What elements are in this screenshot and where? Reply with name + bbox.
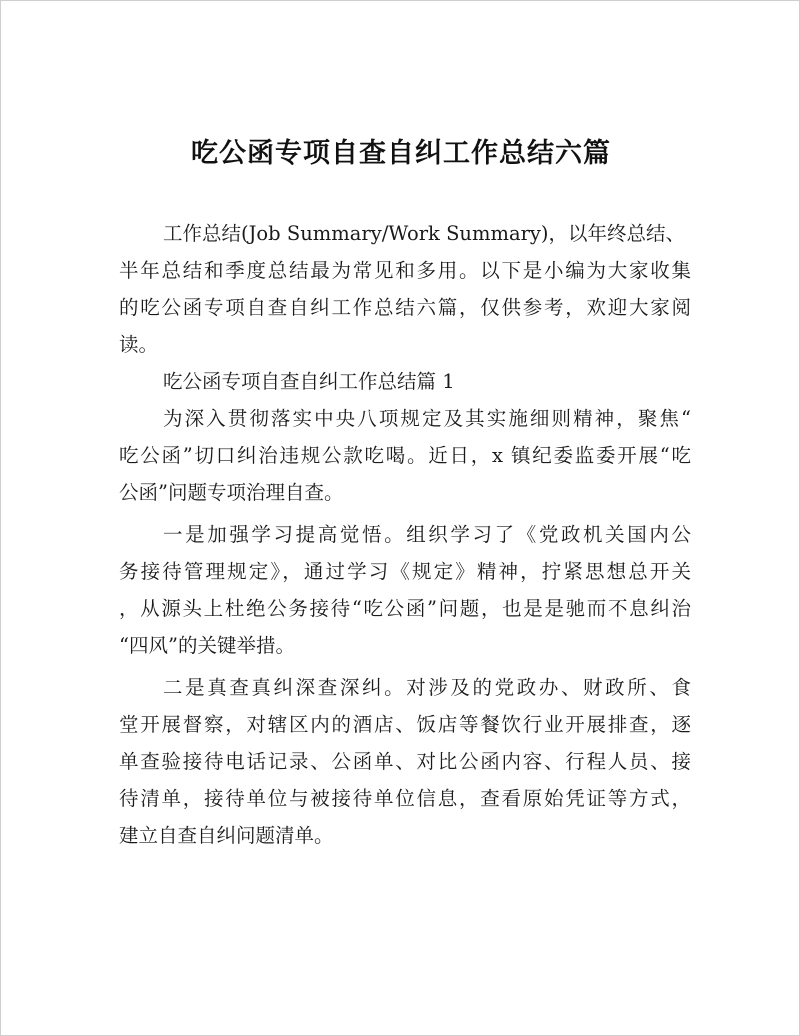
text-line: 半年总结和季度总结最为常见和多用。以下是小编为大家收集 (119, 259, 691, 282)
document-body (119, 215, 691, 854)
text-line: 二是真查真纠深查深纠。对涉及的党政办、财政所、食 (163, 676, 691, 699)
paragraph (119, 669, 691, 854)
paragraph (119, 516, 691, 664)
document-title: 吃公函专项自查自纠工作总结六篇 (191, 138, 611, 169)
text-line: 一是加强学习提高觉悟。组织学习了《党政机关国内公 (163, 523, 691, 546)
text-line: 公函”问题专项治理自查。 (119, 481, 344, 504)
text-line: “四风”的关键举措。 (119, 634, 295, 657)
text-line: 为深入贯彻落实中央八项规定及其实施细则精神，聚焦“ (163, 407, 691, 430)
text-line: 待清单，接待单位与被接待单位信息，查看原始凭证等方式， (119, 787, 691, 810)
section-heading (119, 363, 691, 400)
text-line: 吃公函专项自查自纠工作总结篇 1 (163, 370, 455, 393)
text-line: 吃公函”切口纠治违规公款吃喝。近日，x 镇纪委监委开展“吃 (119, 444, 691, 467)
text-line: 务接待管理规定》，通过学习《规定》精神，拧紧思想总开关 (119, 560, 691, 583)
text-line: ，从源头上杜绝公务接待“吃公函”问题，也是是驰而不息纠治 (119, 597, 691, 620)
text-line: 读。 (119, 333, 159, 356)
paragraph (119, 400, 691, 511)
text-line: 单查验接待电话记录、公函单、对比公函内容、行程人员、接 (119, 750, 691, 773)
text-line: 堂开展督察，对辖区内的酒店、饭店等餐饮行业开展排查，逐 (119, 713, 691, 736)
text-line: 工作总结(Job Summary/Work Summary)，以年终总结、 (163, 222, 686, 245)
text-line: 建立自查自纠问题清单。 (119, 824, 334, 847)
text-line: 的吃公函专项自查自纠工作总结六篇，仅供参考，欢迎大家阅 (119, 296, 691, 319)
paragraph-intro (119, 215, 691, 363)
